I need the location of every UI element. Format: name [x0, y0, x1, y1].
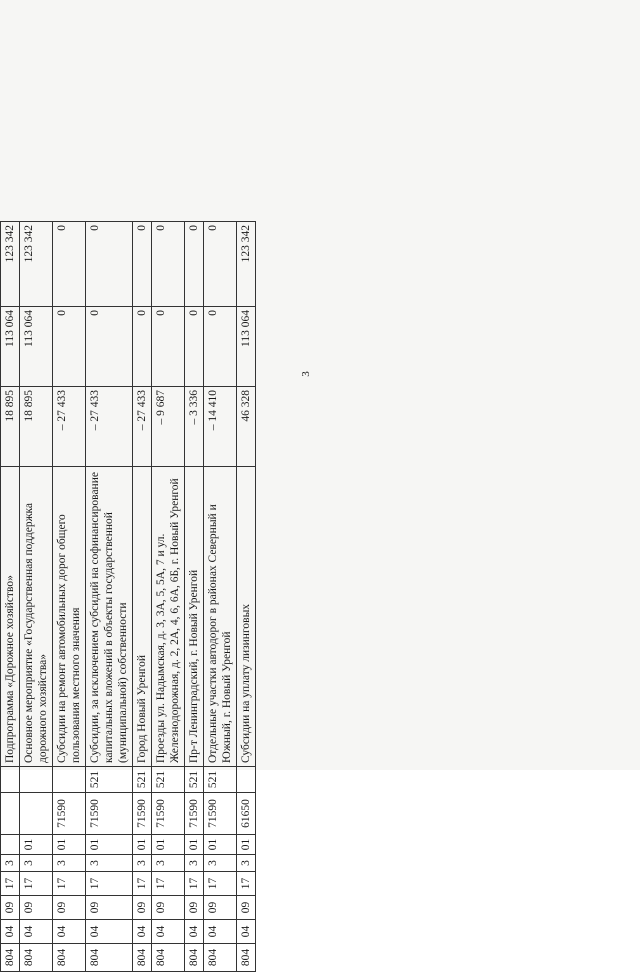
code-cell: 17 — [20, 872, 53, 896]
code-cell: 3 — [86, 855, 133, 872]
code-cell: 09 — [133, 896, 152, 920]
code-cell: 01 — [152, 835, 185, 855]
code-cell: 3 — [152, 855, 185, 872]
amount-cell: 46 328 — [237, 387, 256, 467]
code-cell: 61650 — [237, 793, 256, 835]
code-cell: 04 — [237, 920, 256, 944]
table-row — [185, 222, 204, 972]
code-cell: 3 — [133, 855, 152, 872]
code-cell: 3 — [237, 855, 256, 872]
amount-cell: 0 — [86, 307, 133, 387]
amount-cell: 0 — [133, 307, 152, 387]
code-cell: 521 — [133, 767, 152, 793]
code-cell — [1, 835, 20, 855]
code-cell: 804 — [133, 944, 152, 972]
amount-cell: 0 — [204, 307, 237, 387]
amount-cell: 0 — [53, 307, 86, 387]
code-cell: 3 — [204, 855, 237, 872]
description-cell: Субсидии на уплату лизинговых — [237, 467, 256, 767]
code-cell: 04 — [204, 920, 237, 944]
code-cell: 17 — [204, 872, 237, 896]
amount-cell: 0 — [152, 307, 185, 387]
code-cell: 804 — [152, 944, 185, 972]
code-cell: 804 — [237, 944, 256, 972]
code-cell: 71590 — [185, 793, 204, 835]
description-cell: Город Новый Уренгой — [133, 467, 152, 767]
amount-cell: 113 064 — [1, 307, 20, 387]
code-cell: 09 — [237, 896, 256, 920]
code-cell: 804 — [1, 944, 20, 972]
code-cell: 04 — [53, 920, 86, 944]
code-cell: 04 — [1, 920, 20, 944]
code-cell: 71590 — [204, 793, 237, 835]
budget-table — [0, 221, 256, 972]
table-row — [86, 222, 133, 972]
code-cell: 71590 — [86, 793, 133, 835]
amount-cell: 123 342 — [1, 222, 20, 307]
amount-cell: 0 — [185, 222, 204, 307]
amount-cell: – 9 687 — [152, 387, 185, 467]
table-row — [204, 222, 237, 972]
code-cell: 09 — [86, 896, 133, 920]
code-cell: 521 — [204, 767, 237, 793]
description-cell: Отдельные участки автодорог в районах Северный и Южный, г. Новый Уренгой — [204, 467, 237, 767]
amount-cell: – 14 410 — [204, 387, 237, 467]
amount-cell: – 27 433 — [53, 387, 86, 467]
code-cell: 04 — [152, 920, 185, 944]
table-row — [152, 222, 185, 972]
code-cell: 71590 — [152, 793, 185, 835]
amount-cell: 123 342 — [20, 222, 53, 307]
code-cell: 17 — [185, 872, 204, 896]
code-cell: 71590 — [133, 793, 152, 835]
code-cell: 3 — [185, 855, 204, 872]
code-cell: 17 — [1, 872, 20, 896]
amount-cell: – 27 433 — [86, 387, 133, 467]
code-cell: 71590 — [53, 793, 86, 835]
code-cell: 3 — [1, 855, 20, 872]
code-cell: 09 — [204, 896, 237, 920]
code-cell — [1, 767, 20, 793]
table-row — [1, 222, 20, 972]
amount-cell: 0 — [133, 222, 152, 307]
code-cell: 521 — [152, 767, 185, 793]
code-cell: 09 — [53, 896, 86, 920]
code-cell: 09 — [1, 896, 20, 920]
code-cell: 3 — [20, 855, 53, 872]
code-cell: 01 — [204, 835, 237, 855]
amount-cell: – 27 433 — [133, 387, 152, 467]
code-cell — [1, 793, 20, 835]
amount-cell: – 3 336 — [185, 387, 204, 467]
code-cell: 09 — [185, 896, 204, 920]
code-cell: 804 — [53, 944, 86, 972]
amount-cell: 18 895 — [20, 387, 53, 467]
description-cell: Пр-т Ленинградский, г. Новый Уренгой — [185, 467, 204, 767]
code-cell: 17 — [53, 872, 86, 896]
code-cell: 17 — [237, 872, 256, 896]
amount-cell: 0 — [86, 222, 133, 307]
code-cell: 804 — [20, 944, 53, 972]
code-cell: 04 — [20, 920, 53, 944]
code-cell: 01 — [53, 835, 86, 855]
code-cell: 17 — [152, 872, 185, 896]
amount-cell: 0 — [152, 222, 185, 307]
code-cell: 804 — [86, 944, 133, 972]
amount-cell: 0 — [53, 222, 86, 307]
code-cell — [237, 767, 256, 793]
amount-cell: 123 342 — [237, 222, 256, 307]
code-cell: 804 — [185, 944, 204, 972]
page-number: 3 — [300, 371, 312, 377]
code-cell: 01 — [133, 835, 152, 855]
amount-cell: 0 — [204, 222, 237, 307]
budget-table-rotated — [0, 222, 416, 972]
code-cell: 04 — [86, 920, 133, 944]
code-cell — [53, 767, 86, 793]
table-row — [237, 222, 256, 972]
code-cell — [20, 793, 53, 835]
code-cell: 01 — [20, 835, 53, 855]
amount-cell: 113 064 — [237, 307, 256, 387]
description-cell: Субсидии на ремонт автомобильных дорог общего пользования местного значения — [53, 467, 86, 767]
code-cell: 04 — [133, 920, 152, 944]
table-row — [53, 222, 86, 972]
amount-cell: 113 064 — [20, 307, 53, 387]
code-cell: 521 — [185, 767, 204, 793]
code-cell: 09 — [20, 896, 53, 920]
code-cell: 3 — [53, 855, 86, 872]
table-row — [133, 222, 152, 972]
description-cell: Подпрограмма «Дорожное хозяйство» — [1, 467, 20, 767]
table-body — [0, 222, 256, 972]
code-cell: 01 — [86, 835, 133, 855]
code-cell: 09 — [152, 896, 185, 920]
code-cell: 01 — [185, 835, 204, 855]
amount-cell: 18 895 — [1, 387, 20, 467]
code-cell: 17 — [133, 872, 152, 896]
code-cell: 804 — [204, 944, 237, 972]
code-cell: 17 — [86, 872, 133, 896]
code-cell: 04 — [185, 920, 204, 944]
table-row — [20, 222, 53, 972]
amount-cell: 0 — [185, 307, 204, 387]
code-cell: 521 — [86, 767, 133, 793]
description-cell: Проезды ул. Надымская, д. 3, 3А, 5, 5А, 7 и ул. Железнодорожная, д. 2, 2А, 4, 6, 6А, 6Б, г. Новый Уренгой — [152, 467, 185, 767]
description-cell: Субсидии, за исключением субсидий на софинансирование капитальных вложений в объекты государственной (муниципальной) собственности — [86, 467, 133, 767]
code-cell: 01 — [237, 835, 256, 855]
description-cell: Основное мероприятие «Государственная поддержка дорожного хозяйства» — [20, 467, 53, 767]
code-cell — [20, 767, 53, 793]
